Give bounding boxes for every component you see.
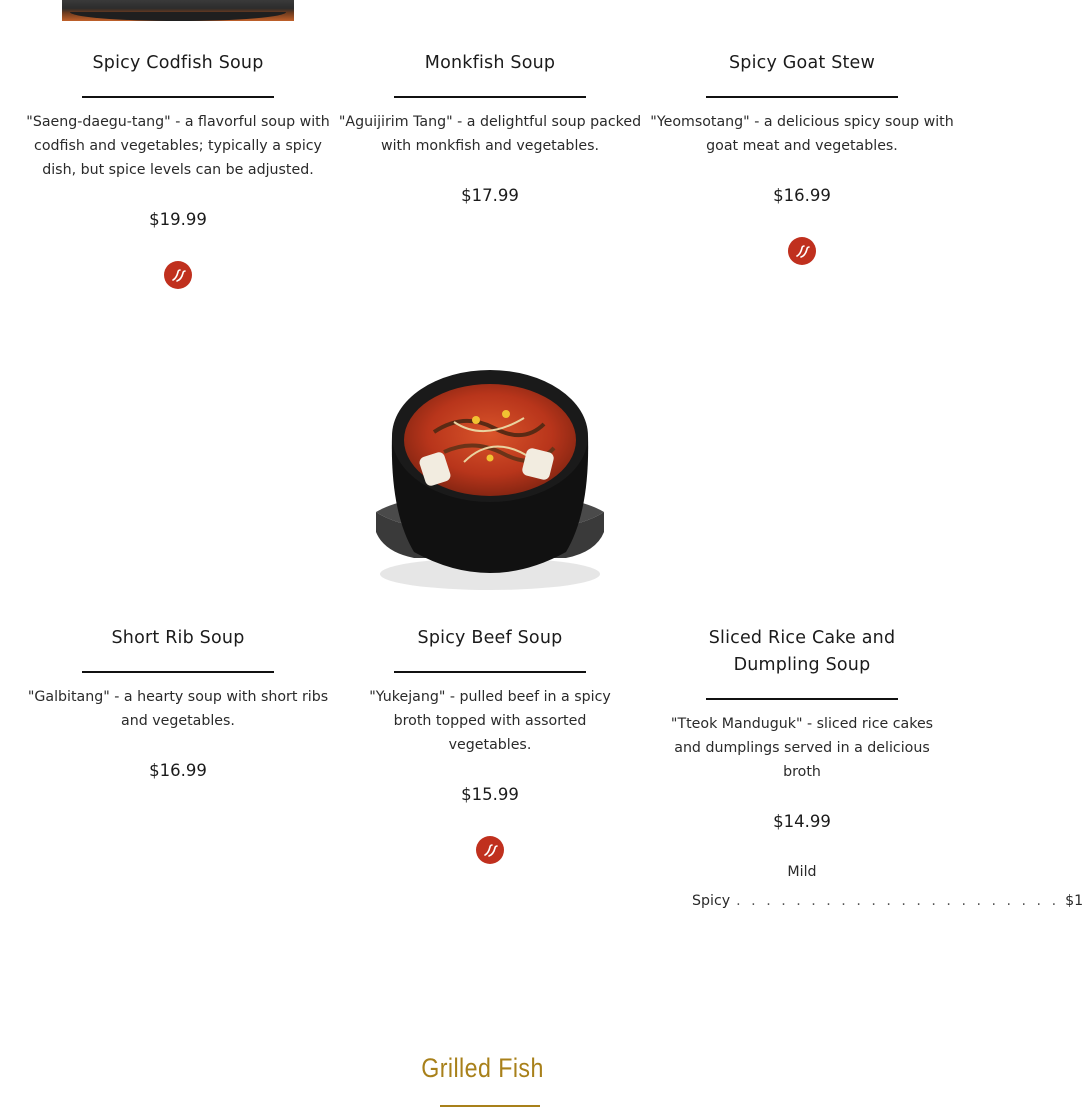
chili-pepper-icon (788, 237, 816, 265)
title-divider (82, 671, 274, 673)
menu-item-short-rib-soup (23, 625, 333, 783)
option-price: $1 (1065, 893, 1083, 909)
menu-item-title: Sliced Rice Cake and Dumpling Soup (708, 628, 896, 675)
menu-item-monkfish-soup (335, 50, 645, 208)
option-spicy (692, 889, 1083, 913)
menu-item-title: Spicy Codfish Soup (92, 53, 264, 73)
option-name: Spicy (692, 893, 731, 909)
spicy-beef-soup-photo (374, 362, 606, 594)
chili-pepper-icon (476, 836, 504, 864)
menu-item-price: $17.99 (461, 186, 519, 205)
menu-item-title: Spicy Beef Soup (417, 628, 563, 648)
title-divider (706, 698, 898, 700)
menu-item-spicy-goat-stew (647, 50, 957, 265)
menu-item-title: Short Rib Soup (111, 628, 245, 648)
section-title-grilled-fish: Grilled Fish (421, 1053, 544, 1083)
option-leader-dots: . . . . . . . . . . . . . . . . . . . . . . (736, 893, 1060, 909)
title-divider (706, 96, 898, 98)
menu-item-spicy-beef-soup (335, 625, 645, 864)
menu-item-rice-cake-dumpling-soup (647, 625, 1083, 913)
menu-item-price: $14.99 (773, 812, 831, 831)
title-divider (82, 96, 274, 98)
option-mild: Mild (787, 864, 817, 880)
menu-item-description: "Aguijirim Tang" - a delightful soup packed with monkfish and vegetables. (338, 114, 642, 154)
menu-item-description: "Galbitang" - a hearty soup with short ribs and vegetables. (27, 689, 329, 729)
title-divider (394, 671, 586, 673)
menu-item-description: "Yeomsotang" - a delicious spicy soup with goat meat and vegetables. (650, 114, 954, 154)
chili-pepper-icon (164, 261, 192, 289)
menu-item-description: "Yukejang" - pulled beef in a spicy broth topped with assorted vegetables. (369, 689, 611, 753)
menu-item-spicy-codfish-soup (23, 50, 333, 289)
title-divider (394, 96, 586, 98)
menu-item-price: $16.99 (773, 186, 831, 205)
menu-item-title: Spicy Goat Stew (728, 53, 876, 73)
menu-item-description: "Saeng-daegu-tang" - a flavorful soup with codfish and vegetables; typically a spicy dish, but spice levels can be adjusted. (26, 114, 330, 178)
menu-item-description: "Tteok Manduguk" - sliced rice cakes and dumplings served in a delicious broth (670, 716, 934, 780)
menu-item-title: Monkfish Soup (424, 53, 556, 73)
section-divider (440, 1105, 540, 1107)
menu-item-price: $16.99 (149, 761, 207, 780)
menu-item-price: $15.99 (461, 785, 519, 804)
codfish-soup-photo (62, 0, 294, 21)
menu-item-price: $19.99 (149, 210, 207, 229)
